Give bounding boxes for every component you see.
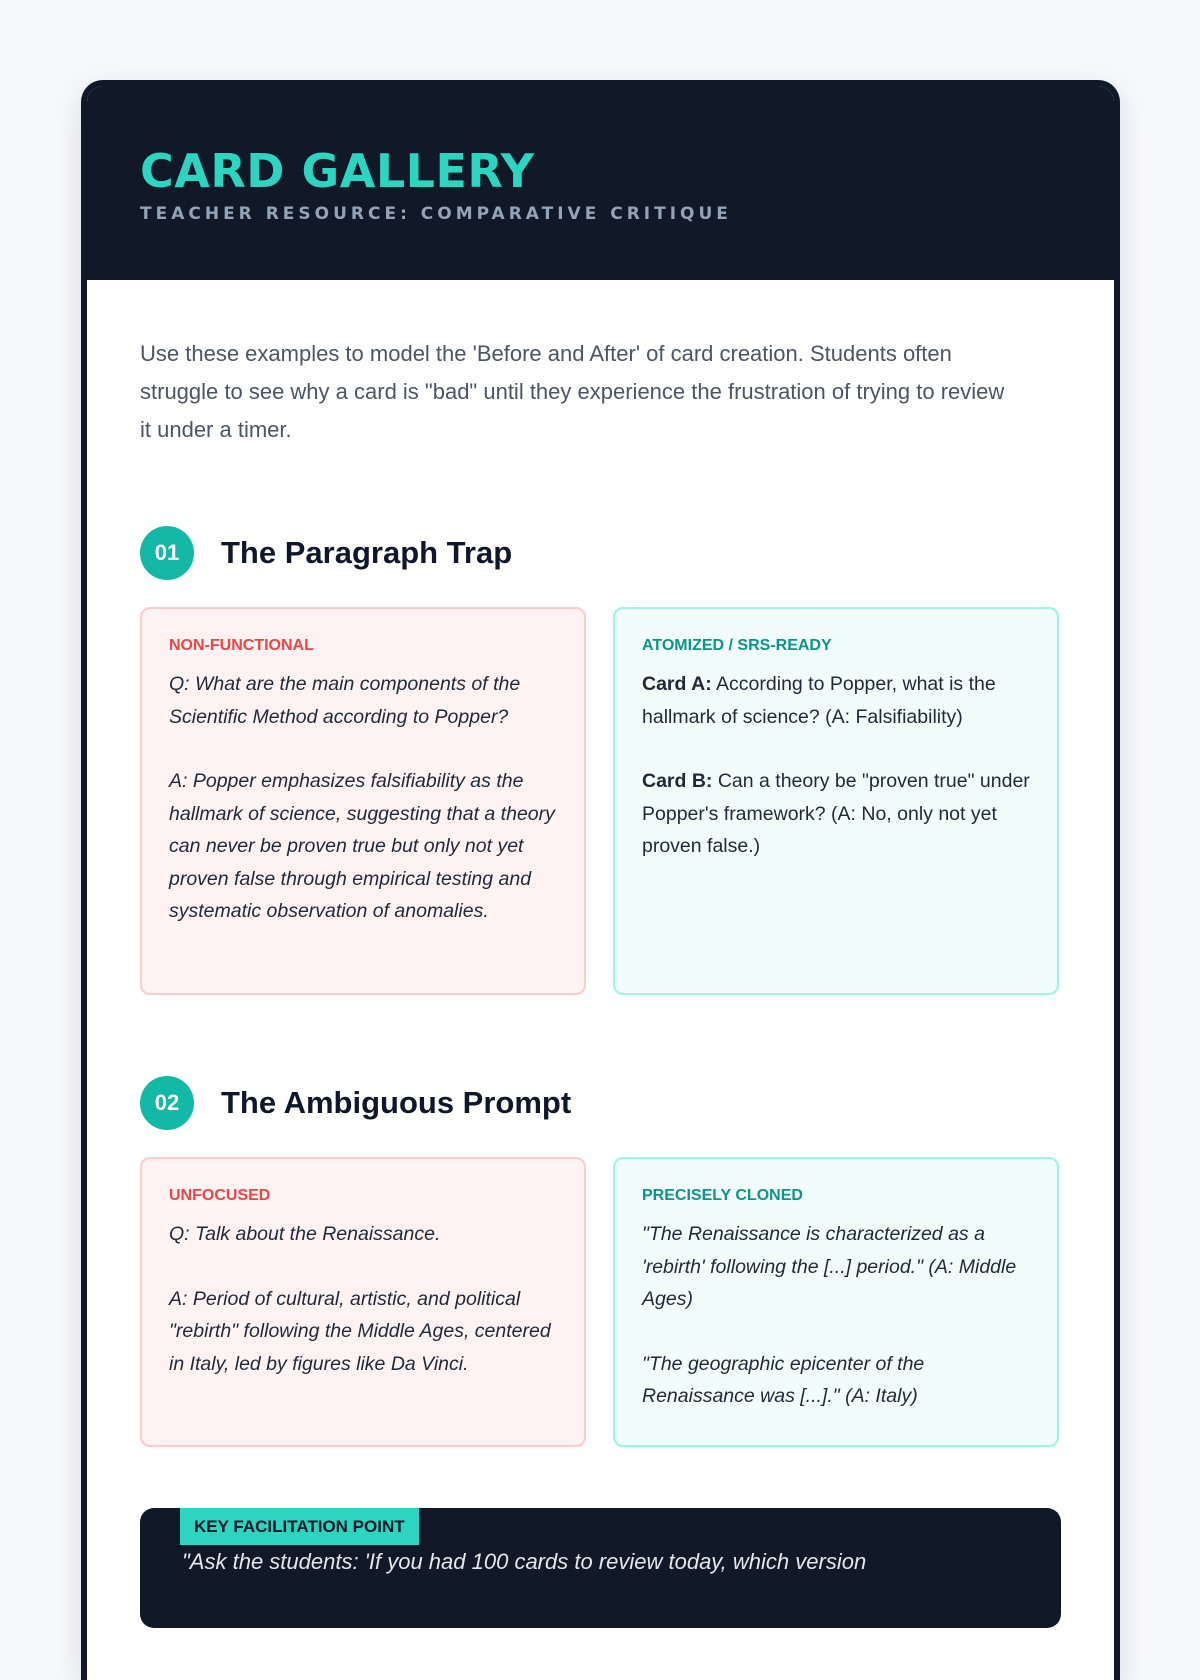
section-heading [140, 1076, 1061, 1130]
bad-card-answer: A: Popper emphasizes falsifiability as the hallmark of science, suggesting that a theory can never be proven true but only not yet proven false through empirical testing and systematic observation of anomalies. [169, 770, 555, 922]
callout-text: "Ask the students: 'If you had 100 cards to review today, which version [182, 1549, 867, 1574]
section-ambiguous-prompt [140, 1076, 1061, 1447]
section-title: The Ambiguous Prompt [221, 1085, 572, 1120]
cloze-card-1: "The Renaissance is characterized as a 'rebirth' following the [...] period." (A: Middle Ages) [642, 1223, 1017, 1310]
card-a-label: Card A: [642, 673, 712, 695]
page-body [87, 335, 1114, 1628]
good-example-card [613, 607, 1059, 995]
bad-card-question: Q: What are the main components of the Scientific Method according to Popper? [169, 673, 521, 728]
card-b-text [642, 765, 1030, 863]
good-card-label: ATOMIZED / SRS-READY [642, 637, 832, 654]
bad-example-card [140, 607, 586, 995]
card-b-label: Card B: [642, 770, 713, 792]
bad-card-label: UNFOCUSED [169, 1187, 271, 1204]
section-title: The Paragraph Trap [221, 535, 513, 570]
facilitation-callout [140, 1508, 1061, 1628]
section-number-badge: 01 [140, 526, 194, 580]
callout-tag: KEY FACILITATION POINT [180, 1508, 419, 1545]
card-b-body: Can a theory be "proven true" under Popper's framework? (A: No, only not yet proven false.) [642, 770, 1030, 857]
bad-card-answer: A: Period of cultural, artistic, and political "rebirth" following the Middle Ages, centered in Italy, led by figures like Da Vinci. [169, 1287, 551, 1375]
card-a-text [642, 668, 1030, 733]
good-card-label: PRECISELY CLONED [642, 1187, 803, 1204]
gallery-page [81, 80, 1120, 1680]
section-heading [140, 526, 1061, 580]
bad-example-card [140, 1157, 586, 1447]
page-subtitle: TEACHER RESOURCE: COMPARATIVE CRITIQUE [140, 204, 732, 224]
section-paragraph-trap [140, 526, 1061, 995]
bad-card-label: NON-FUNCTIONAL [169, 637, 314, 654]
intro-paragraph: Use these examples to model the 'Before and After' of card creation. Students often struggle to see why a card is "bad" until they experience the frustration of trying to review it under a timer. [140, 341, 1005, 442]
bad-card-question: Q: Talk about the Renaissance. [169, 1223, 441, 1245]
card-comparison [140, 607, 1061, 995]
page-header [87, 86, 1114, 280]
card-a-body: According to Popper, what is the hallmark of science? (A: Falsifiability) [642, 673, 996, 728]
good-example-card [613, 1157, 1059, 1447]
page-title: CARD GALLERY [140, 144, 535, 198]
cloze-card-2: "The geographic epicenter of the Renaissance was [...]." (A: Italy) [642, 1352, 925, 1407]
card-comparison [140, 1157, 1061, 1447]
section-number-badge: 02 [140, 1076, 194, 1130]
